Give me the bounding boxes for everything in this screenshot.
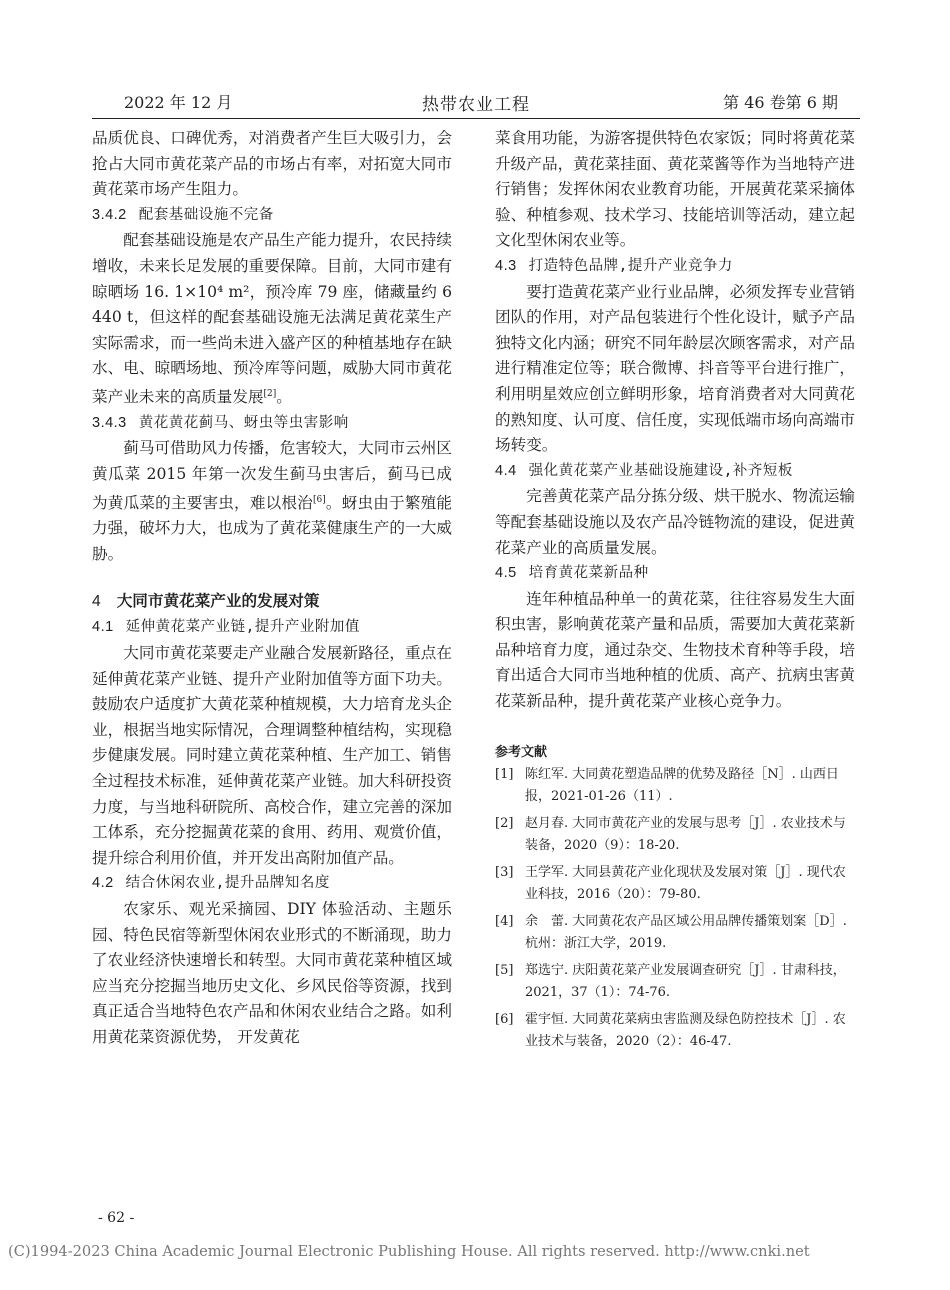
- paragraph-text: 蓟马可借助风力传播，危害较大，大同市云州区黄瓜菜 2015 年第一次发生蓟马虫害后，蓟马已成为黄瓜菜的主要害虫，难以根治: [92, 439, 452, 512]
- section-heading-4-3: [495, 254, 855, 280]
- section-title: 打造特色品牌,提升产业竞争力: [528, 257, 733, 274]
- paragraph: 完善黄花菜产品分拣分级、烘干脱水、物流运输等配套基础设施以及农产品冷链物流的建设，促进黄花菜产业的高质量发展。: [495, 487, 855, 557]
- section-heading-3-4-2: [92, 203, 452, 229]
- section-number: 4.4: [495, 462, 517, 479]
- reference-number: [4]: [495, 913, 514, 929]
- section-number: 4.2: [92, 875, 114, 892]
- header-journal-title: 热带农业工程: [422, 95, 530, 115]
- right-column: [495, 126, 855, 1058]
- paragraph: [92, 436, 452, 567]
- paragraph: 农家乐、观光采摘园、DIY 体验活动、主题乐园、特色民宿等新型休闲农业形式的不断涌现，助力了农业经济快速增长和转型。大同市黄花菜种植区域应当充分挖掘当地历史文化、乡风民俗等资源，找到真正适合当地特色农产品和休闲农业结合之路。如利用黄花菜资源优势， 开发黄花: [92, 900, 452, 1046]
- reference-item: [495, 813, 855, 858]
- reference-item: [495, 862, 855, 907]
- header-volume: 第 46 卷第 6 期: [723, 93, 838, 112]
- section-heading-4-4: [495, 459, 855, 485]
- citation: [6]: [312, 494, 326, 505]
- section-number: 4: [92, 593, 101, 611]
- citation: [2]: [263, 388, 277, 399]
- reference-number: [6]: [495, 1011, 514, 1027]
- section-title: 配套基础设施不完备: [138, 206, 274, 223]
- paragraph: 要打造黄花菜产业行业品牌，必须发挥专业营销团队的作用，对产品包装进行个性化设计，赋予产品独特文化内涵；研究不同年龄层次顾客需求，对产品进行精准定位等；联合微博、抖音等平台进行推广，利用明星效应创立鲜明形象，培育消费者对大同黄花的熟知度、认可度、信任度，实现低端市场向高端市场转变。: [495, 282, 855, 455]
- paragraph-text: 配套基础设施是农产品生产能力提升，农民持续增收，未来长足发展的重要保障。目前，大同市建有晾晒场 16. 1×10⁴ m²，预冷库 79 座，储藏量约 6 440 t，但这样的配套基础设施无法满足黄花菜生产实际需求，而一些尚未进入盛产区的种植基地存在缺水、电、晾晒场地、预冷库等问题，威胁大同市黄花菜产业未来的高质量发展: [92, 231, 452, 407]
- section-heading-4-5: [495, 561, 855, 587]
- reference-number: [5]: [495, 962, 514, 978]
- reference-text: 陈红军. 大同黄花塑造品牌的优势及路径［N］. 山西日报，2021-01-26（11）.: [525, 766, 839, 805]
- reference-text: 霍宇恒. 大同黄花菜病虫害监测及绿色防控技术［J］. 农业技术与装备，2020（2）：46-47.: [525, 1011, 846, 1050]
- reference-item: [495, 1009, 855, 1054]
- reference-text: 赵月春. 大同市黄花产业的发展与思考［J］. 农业技术与装备，2020（9）：18-20.: [525, 815, 846, 854]
- section-number: 4.1: [92, 619, 114, 636]
- reference-text: 余 蕾. 大同黄花农产品区域公用品牌传播策划案［D］. 杭州：浙江大学，2019.: [525, 913, 847, 952]
- section-heading-4: [92, 589, 452, 615]
- section-number: 4.5: [495, 565, 517, 582]
- header-date: 2022 年 12 月: [124, 93, 233, 112]
- references-heading: 参考文献: [495, 743, 548, 759]
- running-header: [92, 86, 860, 116]
- left-column: [92, 126, 452, 1051]
- section-heading-4-2: [92, 871, 452, 897]
- reference-number: [2]: [495, 815, 514, 831]
- reference-item: [495, 764, 855, 809]
- reference-number: [1]: [495, 766, 514, 782]
- paragraph: 菜食用功能，为游客提供特色农家饭；同时将黄花菜升级产品，黄花菜挂面、黄花菜酱等作为当地特产进行销售；发挥休闲农业教育功能，开展黄花菜采摘体验、种植参观、技术学习、技能培训等活动，建立起文化型休闲农业等。: [495, 129, 855, 250]
- section-title: 结合休闲农业,提升品牌知名度: [125, 875, 330, 892]
- copyright-notice: (C)1994-2023 China Academic Journal Electronic Publishing House. All rights reserved. http://www.cnki.net: [8, 1243, 810, 1260]
- section-heading-3-4-3: [92, 411, 452, 437]
- section-title: 强化黄花菜产业基础设施建设,补齐短板: [528, 462, 793, 479]
- header-rule: [92, 118, 860, 119]
- section-title: 大同市黄花菜产业的发展对策: [116, 593, 320, 611]
- section-number: 4.3: [495, 257, 517, 274]
- paragraph: 大同市黄花菜要走产业融合发展新路径，重点在延伸黄花菜产业链、提升产业附加值等方面下功夫。鼓励农户适度扩大黄花菜种植规模，大力培育龙头企业，根据当地实际情况，合理调整种植结构，实现稳步健康发展。同时建立黄花菜种植、生产加工、销售全过程技术标准，延伸黄花菜产业链。加大科研投资力度，与当地科研院所、高校合作，建立完善的深加工体系，充分挖掘黄花菜的食用、药用、观赏价值，提升综合利用价值，并开发出高附加值产品。: [92, 644, 452, 867]
- section-title: 黄花黄花蓟马、蚜虫等虫害影响: [138, 414, 349, 431]
- page-number: - 62 -: [98, 1210, 135, 1226]
- section-number: 3.4.3: [92, 414, 127, 431]
- reference-number: [3]: [495, 864, 514, 880]
- reference-item: [495, 960, 855, 1005]
- section-title: 延伸黄花菜产业链,提升产业附加值: [125, 619, 360, 636]
- paragraph: [92, 228, 452, 410]
- paragraph: 品质优良、口碑优秀，对消费者产生巨大吸引力，会抢占大同市黄花菜产品的市场占有率，对拓宽大同市黄花菜市场产生阻力。: [92, 129, 452, 199]
- paragraph-text: 。蚜虫由于繁殖能力强，破坏力大，也成为了黄花菜健康生产的一大威胁。: [92, 493, 452, 563]
- references-list: [495, 764, 855, 1054]
- paragraph: 连年种植品种单一的黄花菜，往往容易发生大面积虫害，影响黄花菜产量和品质，需要加大黄花菜新品种培育力度，通过杂交、生物技术育种等手段，培育出适合大同市当地种植的优质、高产、抗病虫害黄花菜新品种，提升黄花菜产业核心竞争力。: [495, 589, 855, 711]
- section-number: 3.4.2: [92, 206, 127, 223]
- section-heading-4-1: [92, 615, 452, 641]
- reference-text: 王学军. 大同县黄花产业化现状及发展对策［J］. 现代农业科技，2016（20）：79-80.: [525, 864, 846, 903]
- reference-item: [495, 911, 855, 956]
- section-title: 培育黄花菜新品种: [528, 565, 649, 582]
- paragraph-text: 。: [276, 388, 292, 407]
- reference-text: 郑选宁. 庆阳黄花菜产业发展调查研究［J］. 甘肃科技，2021，37（1）：74-76.: [525, 962, 846, 1001]
